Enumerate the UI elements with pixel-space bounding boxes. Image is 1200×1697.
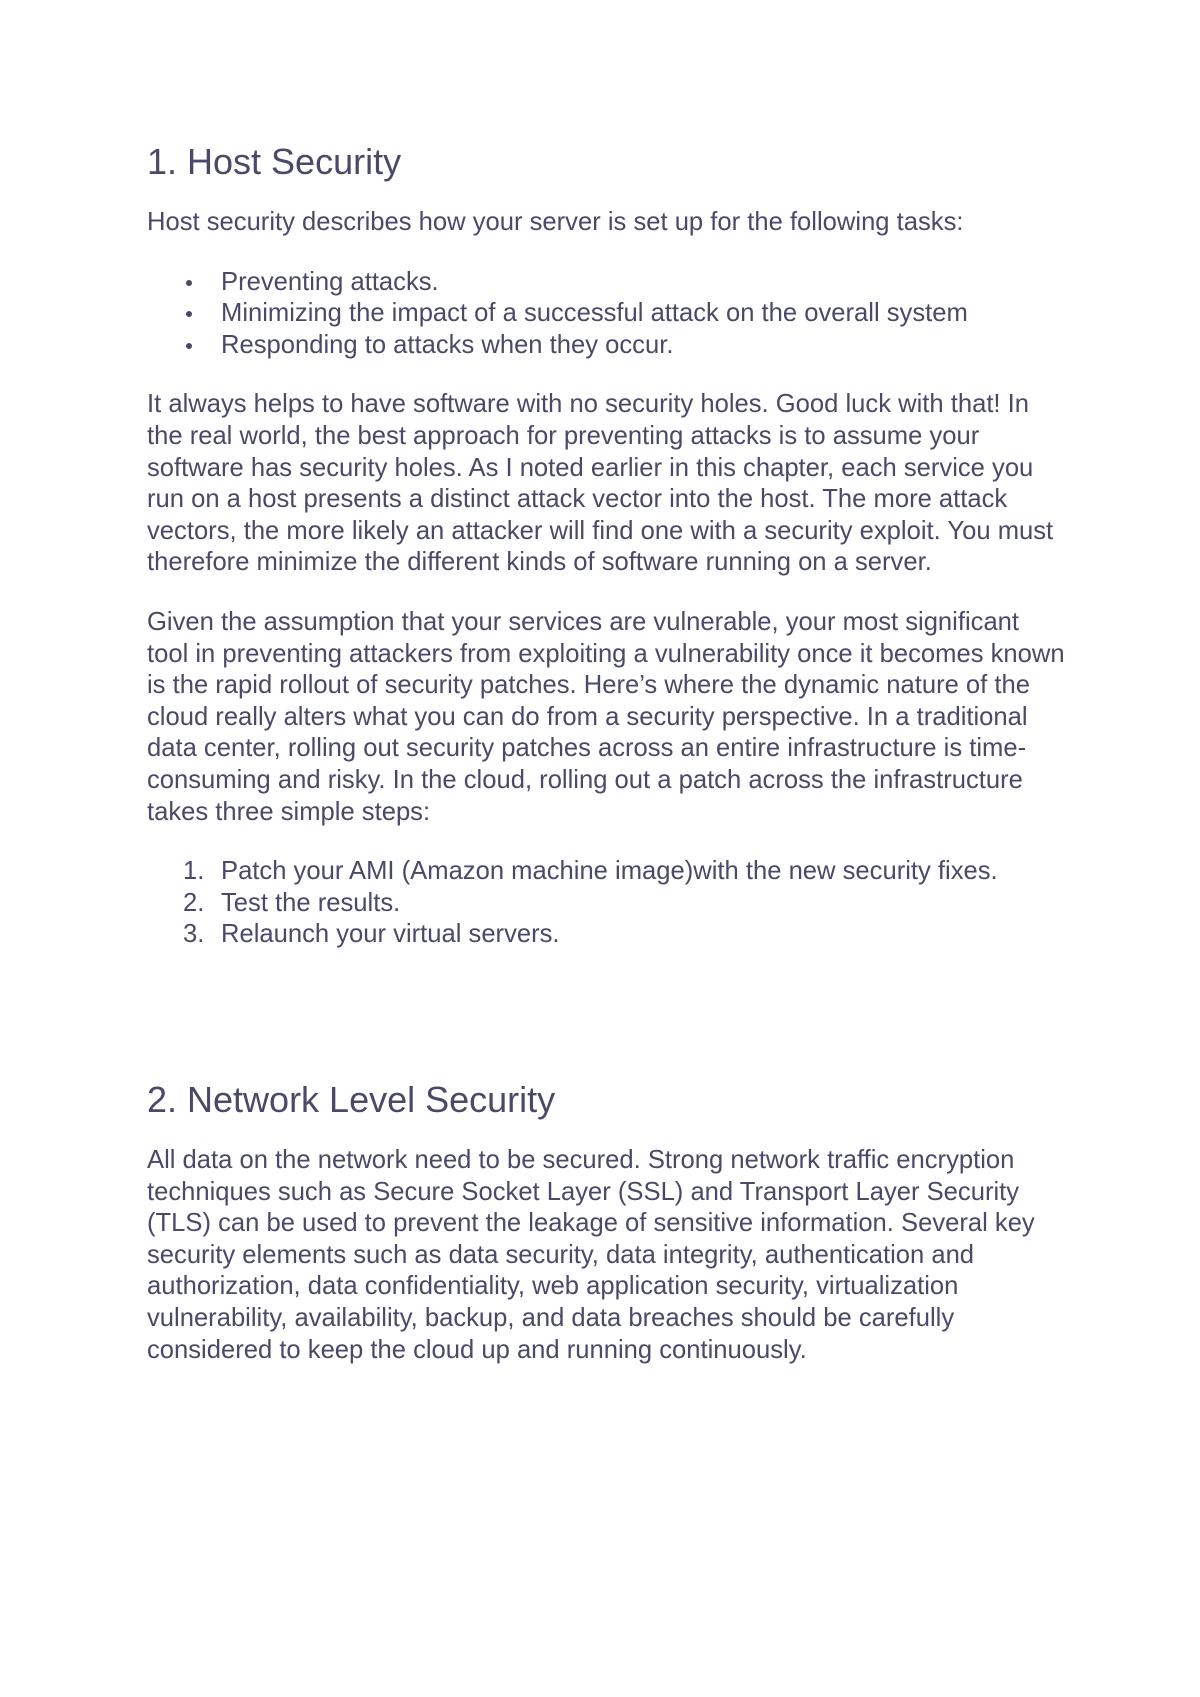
network-security-section	[147, 1078, 1067, 1366]
paragraph-security-patches: Given the assumption that your services are vulnerable, your most significant tool in preventing attackers from exploiting a vulnerability once it becomes known is the rapid rollout of security patches. Here’s where the dynamic nature of the cloud really alters what you can do from a security perspective. In a traditional data center, rolling out security patches across an entire infrastructure is time-consuming and risky. In the cloud, rolling out a patch across the infrastructure takes three simple steps:	[147, 607, 1065, 826]
list-item	[221, 267, 1067, 299]
list-item	[221, 298, 1067, 330]
section-heading-network-security: 2. Network Level Security	[147, 1079, 556, 1120]
list-item-text: Preventing attacks.	[221, 267, 439, 296]
list-item-text: Responding to attacks when they occur.	[221, 330, 674, 359]
list-item-text: Relaunch your virtual servers.	[221, 920, 560, 949]
list-item	[183, 919, 1067, 951]
list-item-text: Patch your AMI (Amazon machine image)with the new security fixes.	[221, 857, 998, 886]
step-number: 2.	[183, 888, 205, 917]
list-item	[221, 330, 1067, 362]
list-item-text: Minimizing the impact of a successful attack on the overall system	[221, 299, 968, 328]
paragraph-network-security: All data on the network need to be secured. Strong network traffic encryption techniques such as Secure Socket Layer (SSL) and Transport Layer Security (TLS) can be used to prevent the leakage of sensitive information. Several key security elements such as data security, data integrity, authentication and authorization, data confidentiality, web application security, virtualization vulnerability, availability, backup, and data breaches should be carefully considered to keep the cloud up and running continuously.	[147, 1146, 1035, 1364]
host-security-section	[147, 140, 1067, 979]
list-item-text: Test the results.	[221, 888, 401, 917]
paragraph-software-holes: It always helps to have software with no security holes. Good luck with that! In the real world, the best approach for preventing attacks is to assume your software has security holes. As I noted earlier in this chapter, each service you run on a host presents a distinct attack vector into the host. The more attack vectors, the more likely an attacker will find one with a security exploit. You must therefore minimize the different kinds of software running on a server.	[147, 390, 1054, 577]
bullet-icon	[186, 280, 192, 286]
section-heading-host-security: 1. Host Security	[147, 141, 402, 182]
host-security-task-list	[147, 267, 1067, 362]
bullet-icon	[186, 311, 192, 317]
step-number: 3.	[183, 920, 205, 949]
list-item	[183, 888, 1067, 920]
step-number: 1.	[183, 857, 205, 886]
host-security-intro: Host security describes how your server is set up for the following tasks:	[147, 208, 964, 236]
patch-steps-list	[147, 856, 1067, 951]
bullet-icon	[186, 343, 192, 349]
list-item	[183, 856, 1067, 888]
